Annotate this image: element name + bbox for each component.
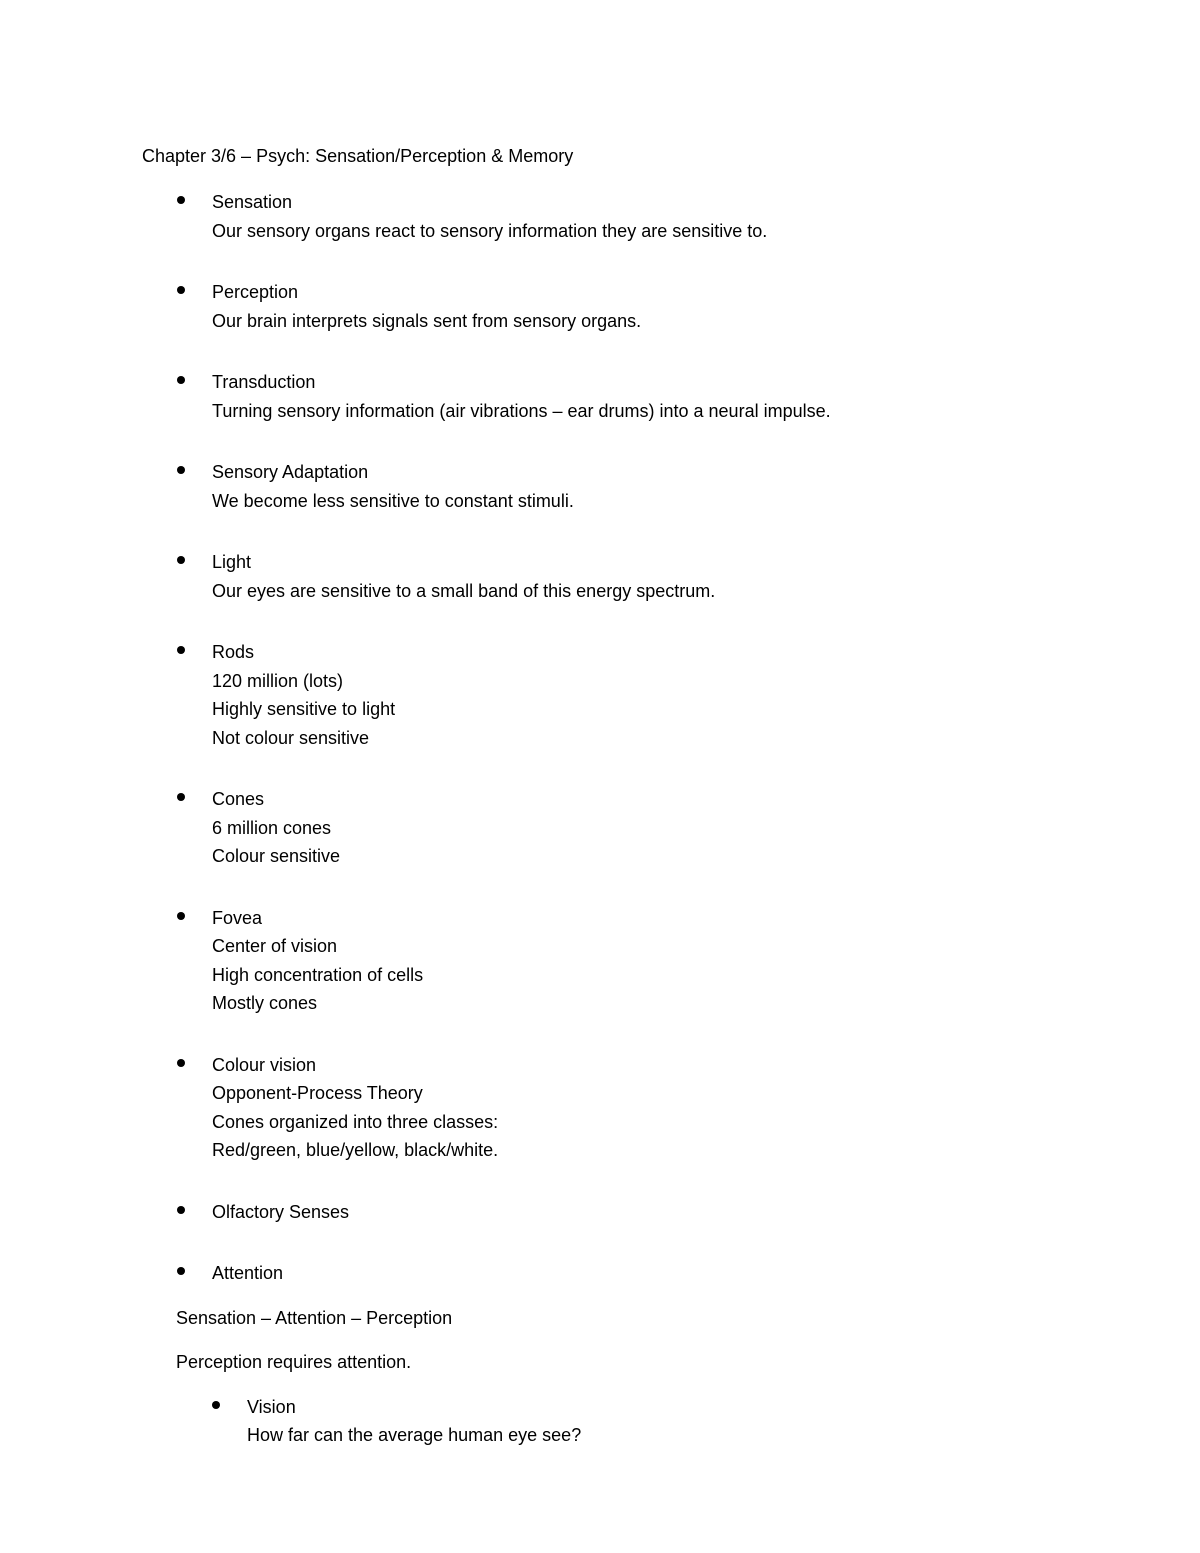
item-heading: Fovea (212, 907, 263, 928)
item-line: Turning sensory information (air vibrations – ear drums) into a neural impulse. (212, 400, 831, 421)
item-line: Center of vision (212, 936, 338, 956)
item-line: How far can the average human eye see? (247, 1425, 582, 1445)
bullet-icon (177, 1267, 185, 1275)
list-item (142, 278, 1200, 335)
item-heading: Olfactory Senses (212, 1201, 350, 1222)
item-line: Colour sensitive (212, 846, 341, 866)
item-heading: Rods (212, 642, 255, 662)
item-line: 6 million cones (212, 817, 332, 838)
item-line: Our brain interprets signals sent from sensory organs. (212, 310, 642, 331)
item-line: Red/green, blue/yellow, black/white. (212, 1140, 499, 1160)
list-item (142, 904, 1200, 1018)
list-item (142, 1259, 1200, 1288)
item-line: Opponent-Process Theory (212, 1083, 423, 1103)
item-heading: Vision (247, 1396, 296, 1417)
bullet-icon (177, 1059, 185, 1067)
bullet-icon (177, 286, 185, 294)
paragraph: Sensation – Attention – Perception (176, 1307, 453, 1328)
list-item (142, 458, 1200, 515)
bullet-icon (177, 376, 185, 384)
item-heading: Cones (212, 789, 265, 809)
list-item (142, 1198, 1200, 1227)
item-line: Highly sensitive to light (212, 699, 396, 719)
item-heading: Transduction (212, 372, 316, 392)
list-item (142, 1393, 1200, 1450)
bullet-icon (177, 1206, 185, 1214)
list-item (142, 785, 1200, 871)
bullet-icon (177, 912, 185, 920)
bullet-icon (212, 1401, 220, 1409)
list-item (142, 638, 1200, 752)
list-item (142, 368, 1200, 425)
nested-list (142, 1393, 1200, 1450)
item-heading: Perception (212, 282, 299, 302)
item-heading: Attention (212, 1263, 284, 1283)
item-line: Mostly cones (212, 993, 318, 1013)
item-line: Not colour sensitive (212, 727, 370, 748)
item-heading: Sensory Adaptation (212, 462, 369, 482)
list-item (142, 188, 1200, 245)
item-line: Our eyes are sensitive to a small band of this energy spectrum. (212, 580, 716, 601)
notes-list (142, 188, 1200, 1288)
item-line: We become less sensitive to constant stimuli. (212, 490, 574, 511)
item-line: Cones organized into three classes: (212, 1111, 499, 1132)
bullet-icon (177, 646, 185, 654)
document-title: Chapter 3/6 – Psych: Sensation/Perception & Memory (142, 146, 574, 166)
bullet-icon (177, 196, 185, 204)
paragraph: Perception requires attention. (176, 1352, 412, 1372)
bullet-icon (177, 556, 185, 564)
item-line: Our sensory organs react to sensory information they are sensitive to. (212, 220, 768, 241)
list-item (142, 1051, 1200, 1165)
list-item (142, 548, 1200, 605)
bullet-icon (177, 793, 185, 801)
item-line: 120 million (lots) (212, 670, 344, 691)
item-heading: Colour vision (212, 1054, 317, 1075)
item-heading: Light (212, 552, 252, 572)
item-line: High concentration of cells (212, 964, 424, 985)
bullet-icon (177, 466, 185, 474)
item-heading: Sensation (212, 192, 293, 212)
